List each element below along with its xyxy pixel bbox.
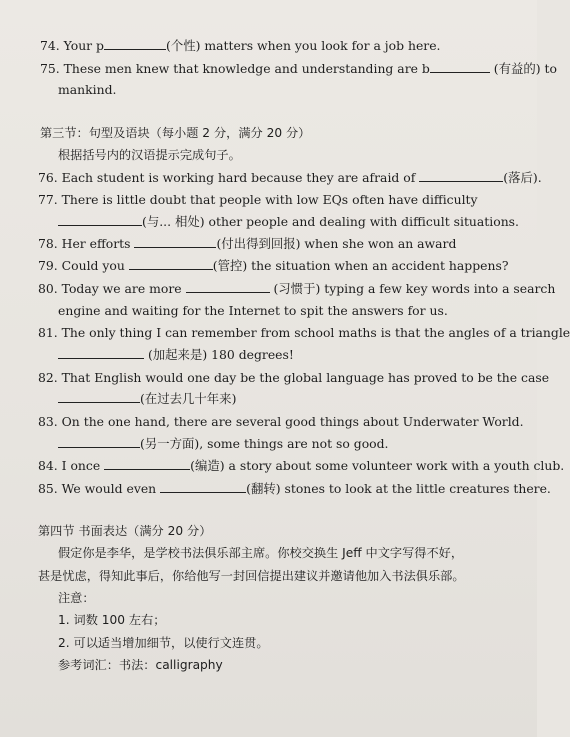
question-83 [38, 414, 524, 429]
q76-text-a: 76. Each student is working hard because they are afraid of [38, 170, 420, 185]
q74-blank [104, 38, 166, 50]
q78-text-b: (付出得到回报) when she won an award [216, 236, 457, 251]
section-4-notes-label: 注意： [58, 591, 95, 605]
q82-blank [58, 391, 140, 403]
q76-text-b: (落后). [503, 170, 542, 185]
section-4-note-2: 2. 可以适当增加细节，以使行文连贯。 [58, 636, 269, 650]
question-78 [38, 236, 456, 251]
question-82 [38, 370, 549, 385]
question-82-cont [58, 391, 236, 406]
question-79 [38, 258, 508, 273]
q85-blank [160, 481, 246, 493]
q77-blank [58, 214, 142, 226]
q77-text-a: 77. There is little doubt that people with low EQs often have difficulty [38, 192, 478, 207]
q75-text-b: (有益的) to [489, 61, 557, 76]
q82-text-b: (在过去几十年来) [140, 391, 237, 406]
question-81-cont [58, 347, 294, 362]
q80-text-c: engine and waiting for the Internet to spit the answers for us. [58, 303, 448, 318]
question-80-cont [58, 303, 448, 318]
q76-blank [419, 170, 503, 182]
q83-blank [58, 436, 140, 448]
q74-text-b: (个性) matters when you look for a job here. [165, 38, 441, 53]
question-75-cont [58, 82, 116, 97]
q83-text-a: 83. On the one hand, there are several good things about Underwater World. [38, 414, 524, 429]
q84-text-a: 84. I once [38, 458, 105, 473]
question-76 [38, 170, 542, 185]
q78-blank [134, 236, 216, 248]
q77-text-b: (与... 相处) other people and dealing with difficult situations. [142, 214, 519, 229]
q80-text-b: (习惯于) typing a few key words into a search [269, 281, 556, 296]
question-74 [40, 38, 440, 53]
q83-text-b: (另一方面), some things are not so good. [140, 436, 389, 451]
q79-text-a: 79. Could you [38, 258, 129, 273]
q81-blank [58, 347, 144, 359]
section-3-instruction: 根据括号内的汉语提示完成句子。 [58, 148, 241, 162]
q84-text-b: (编造) a story about some volunteer work with a youth club. [190, 458, 565, 473]
section-4-vocab: 参考词汇：书法：calligraphy [58, 658, 223, 672]
section-4-title: 第四节 书面表达（满分 20 分） [38, 524, 212, 538]
q85-text-a: 85. We would even [38, 481, 161, 496]
question-75 [40, 61, 557, 76]
q85-text-b: (翻转) stones to look at the little creatures there. [246, 481, 551, 496]
question-77 [38, 192, 478, 207]
section-4-prompt-line-1: 假定你是李华，是学校书法俱乐部主席。你校交换生 Jeff 中文字写得不好， [58, 546, 464, 560]
section-4-note-1: 1. 词数 100 左右； [58, 613, 166, 627]
q80-blank [186, 281, 270, 293]
q75-blank [430, 61, 490, 73]
q79-text-b: (管控) the situation when an accident happens? [212, 258, 509, 273]
question-83-cont [58, 436, 389, 451]
q81-text-a: 81. The only thing I can remember from school maths is that the angles of a triangle [38, 325, 570, 340]
question-81 [38, 325, 570, 340]
q74-text-a: 74. Your p [40, 38, 104, 53]
question-80 [38, 281, 555, 296]
section-4-prompt-line-2: 甚是忧虑，得知此事后，你给他写一封回信提出建议并邀请他加入书法俱乐部。 [38, 569, 465, 583]
q80-text-a: 80. Today we are more [38, 281, 186, 296]
q78-text-a: 78. Her efforts [38, 236, 135, 251]
question-85 [38, 481, 551, 496]
section-3-title: 第三节：句型及语块（每小题 2 分，满分 20 分） [40, 126, 311, 140]
q75-text-a: 75. These men knew that knowledge and understanding are b [40, 61, 430, 76]
question-77-cont [58, 214, 519, 229]
q79-blank [129, 258, 213, 270]
q75-text-c: mankind. [58, 82, 117, 97]
question-84 [38, 458, 564, 473]
q84-blank [104, 458, 190, 470]
q81-text-b: (加起来是) 180 degrees! [144, 347, 294, 362]
q82-text-a: 82. That English would one day be the global language has proved to be the case [38, 370, 550, 385]
